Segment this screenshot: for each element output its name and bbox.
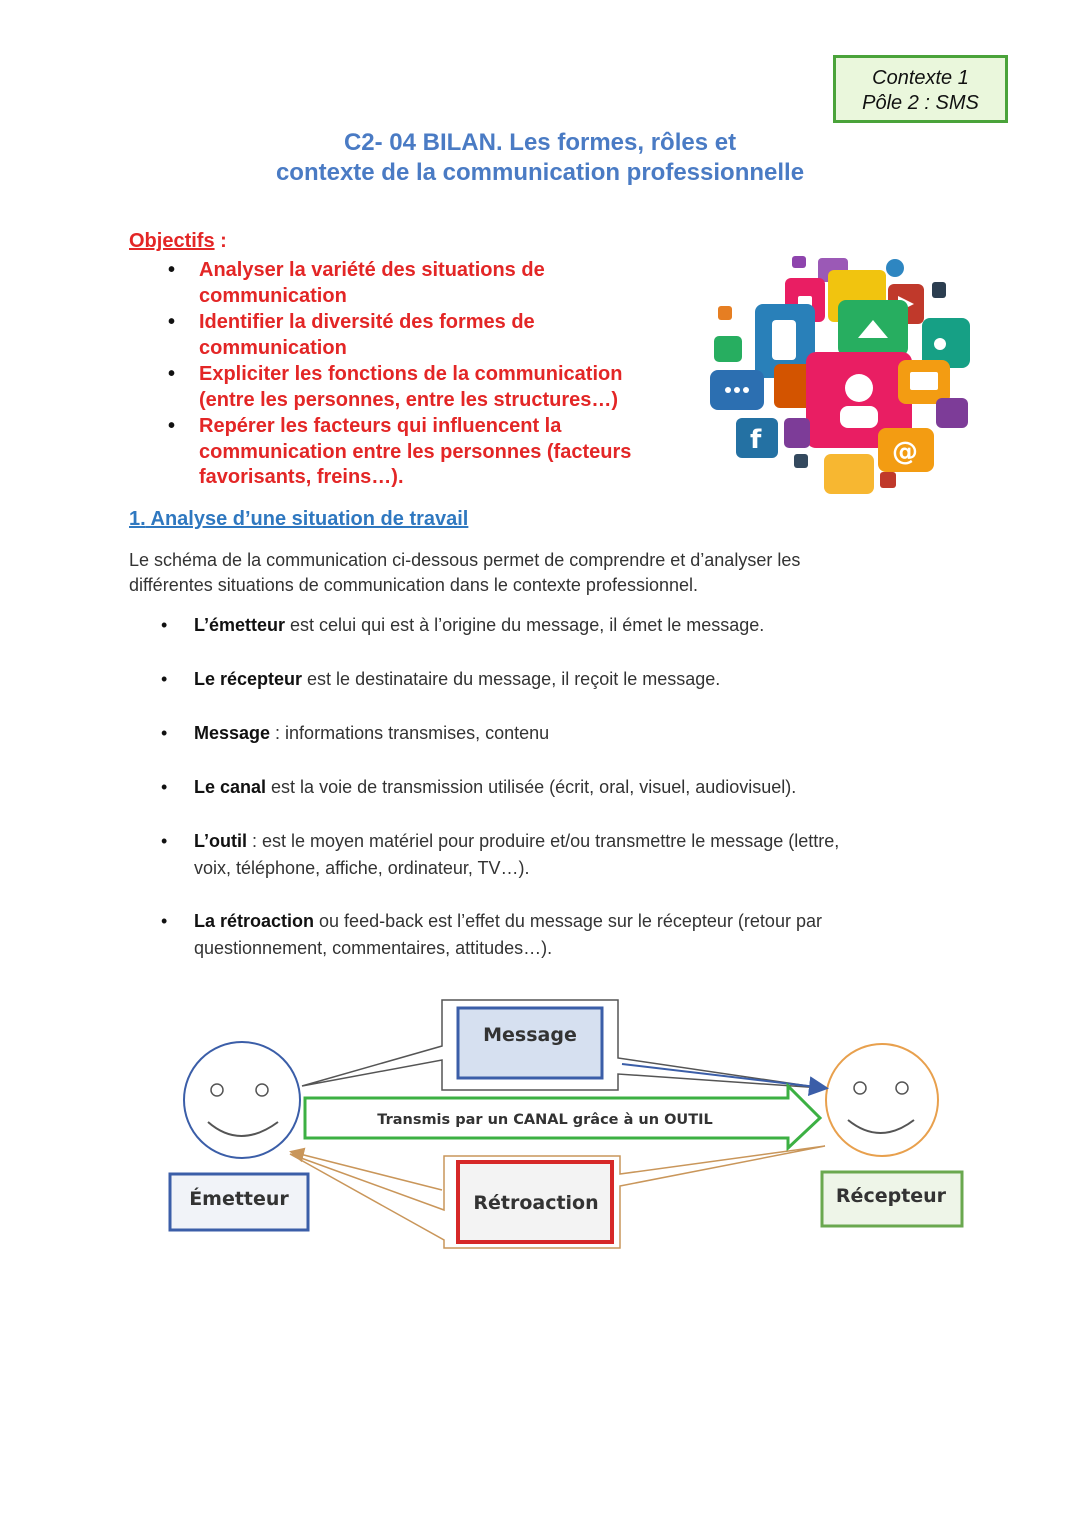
title-line-1: C2- 04 BILAN. Les formes, rôles et bbox=[343, 129, 737, 156]
section-1-intro bbox=[129, 548, 929, 598]
objectives-list bbox=[165, 258, 705, 492]
intro-line: différentes situations de communication dans le contexte professionnel. bbox=[129, 575, 699, 595]
sender-label: Émetteur bbox=[189, 1188, 289, 1210]
channel-label: Transmis par un CANAL grâce à un OUTIL bbox=[377, 1112, 713, 1128]
objective-text: Expliciter les fonctions de la communication bbox=[199, 363, 623, 385]
definition-text: questionnement, commentaires, attitudes…). bbox=[194, 938, 553, 958]
bullet: • bbox=[161, 669, 168, 689]
definition-item bbox=[161, 612, 921, 639]
definition-item bbox=[161, 774, 921, 801]
definition-text: est le destinataire du message, il reçoit le message. bbox=[302, 669, 721, 689]
definition-text: est celui qui est à l’origine du message, il émet le message. bbox=[285, 615, 765, 635]
objective-text: communication bbox=[199, 336, 347, 359]
definition-text: : informations transmises, contenu bbox=[270, 723, 550, 743]
speech-bubble-cloud-illustration bbox=[700, 248, 980, 503]
definition-item bbox=[161, 666, 921, 693]
definition-term: Le canal bbox=[194, 777, 267, 797]
sender-smiley-face bbox=[184, 1042, 300, 1158]
objectives-heading-text: Objectifs bbox=[129, 230, 215, 252]
objective-text: Repérer les facteurs qui influencent la bbox=[199, 415, 562, 437]
svg-text:@: @ bbox=[892, 437, 918, 467]
page-title bbox=[150, 128, 930, 188]
svg-text:f: f bbox=[750, 425, 762, 455]
bullet: • bbox=[161, 777, 168, 797]
bullet: • bbox=[161, 831, 168, 851]
bullet: • bbox=[161, 615, 168, 635]
context-line-2: Pôle 2 : SMS bbox=[862, 92, 979, 114]
objective-text: (entre les personnes, entre les structures…) bbox=[199, 388, 619, 411]
receiver-smiley-face bbox=[826, 1044, 938, 1156]
definition-item bbox=[161, 720, 921, 747]
feedback-label: Rétroaction bbox=[473, 1192, 599, 1214]
bullet: • bbox=[161, 723, 168, 743]
definition-text: est la voie de transmission utilisée (écrit, oral, visuel, audiovisuel). bbox=[266, 777, 797, 797]
definition-term: Le récepteur bbox=[194, 669, 303, 689]
intro-line: Le schéma de la communication ci-dessous permet de comprendre et d’analyser les bbox=[129, 550, 801, 570]
objective-item bbox=[165, 414, 705, 491]
objective-item bbox=[165, 258, 705, 309]
receiver-label: Récepteur bbox=[835, 1185, 947, 1207]
bubble-cluster bbox=[710, 256, 970, 494]
definition-term: L’outil bbox=[194, 831, 247, 851]
definition-item bbox=[161, 908, 921, 962]
bullet: • bbox=[161, 911, 168, 931]
message-label: Message bbox=[483, 1024, 577, 1046]
section-1-number: 1. bbox=[129, 508, 146, 530]
definition-term: L’émetteur bbox=[194, 615, 286, 635]
objective-text: communication entre les personnes (facteurs bbox=[199, 440, 632, 463]
context-box bbox=[833, 55, 1008, 123]
definition-text: ou feed-back est l’effet du message sur le récepteur (retour par bbox=[314, 911, 822, 931]
objective-text: Analyser la variété des situations de bbox=[199, 259, 545, 281]
objective-text: favorisants, freins…). bbox=[199, 466, 404, 488]
title-line-2: contexte de la communication professionnelle bbox=[275, 159, 805, 186]
objective-item bbox=[165, 310, 705, 361]
objectives-heading bbox=[129, 230, 227, 253]
definition-text: : est le moyen matériel pour produire et/ou transmettre le message (lettre, bbox=[247, 831, 840, 851]
objective-text: communication bbox=[199, 284, 347, 307]
definition-term: Message bbox=[194, 723, 271, 743]
definition-item bbox=[161, 828, 921, 882]
objectives-colon: : bbox=[214, 230, 227, 252]
communication-diagram bbox=[160, 990, 980, 1270]
objective-text: Identifier la diversité des formes de bbox=[199, 311, 535, 333]
section-1-title: Analyse d’une situation de travail bbox=[145, 508, 469, 530]
definition-text: voix, téléphone, affiche, ordinateur, TV…). bbox=[194, 858, 530, 878]
definition-term: La rétroaction bbox=[194, 911, 315, 931]
objective-item bbox=[165, 362, 705, 413]
context-line-1: Contexte 1 bbox=[872, 67, 969, 89]
section-1-heading bbox=[129, 508, 468, 531]
